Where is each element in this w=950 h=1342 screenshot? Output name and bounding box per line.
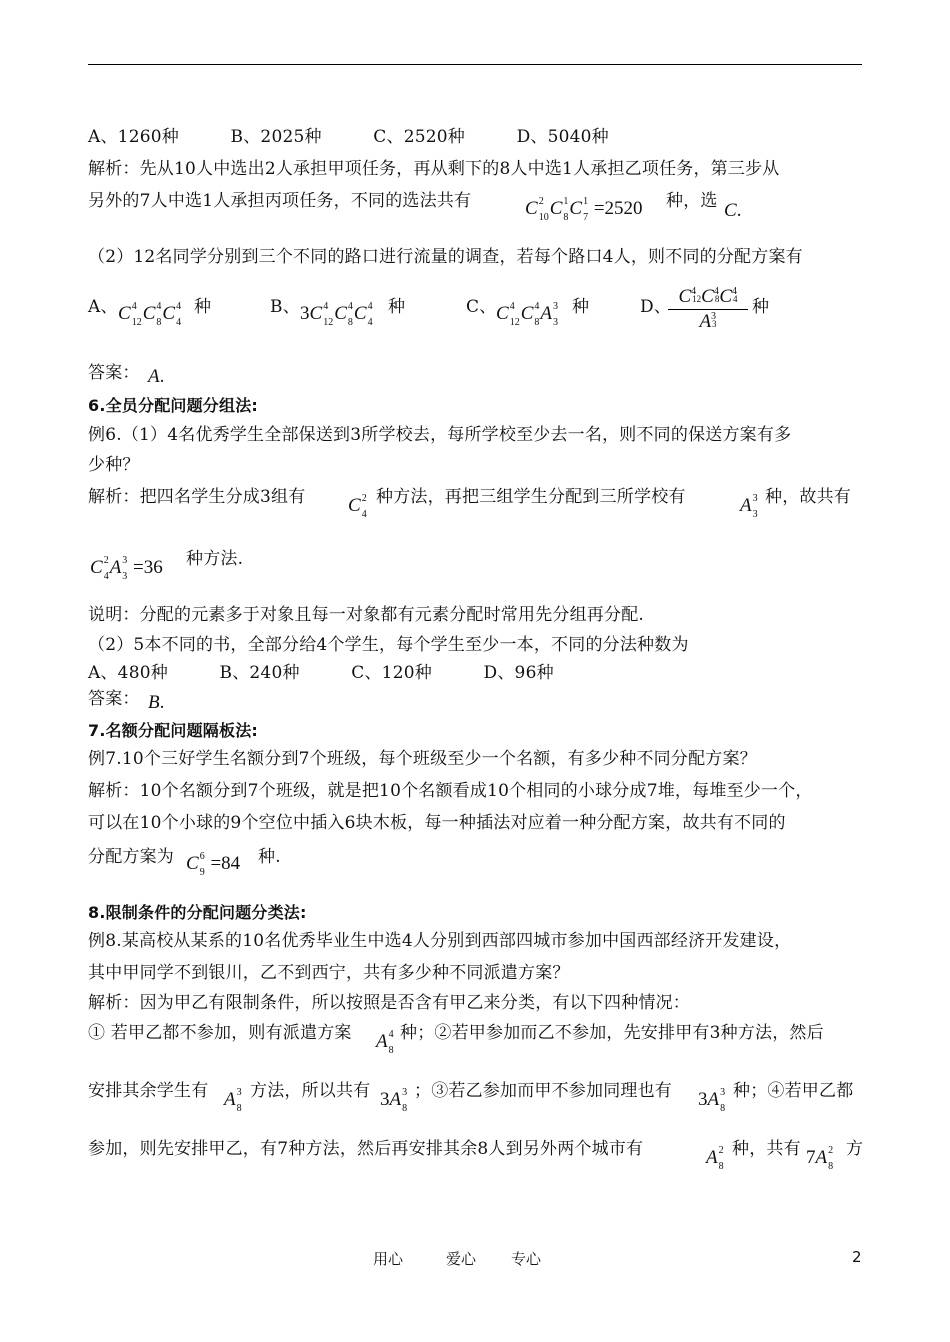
option-c-label: C、: [466, 297, 497, 317]
formula-option-b: $3C^4$ $_{12}C^4$ $_8C^4$ $_4$: [300, 301, 373, 329]
analysis-6-method: 种方法.: [186, 549, 244, 569]
answer-a: A: [148, 366, 160, 387]
formula-3a8-3: $3A^3$ $_8$: [380, 1087, 408, 1115]
example-6-line-2: 少种？: [88, 455, 140, 475]
options-line-2: A、480种 B、240种 C、120种 D、96种: [88, 663, 554, 683]
case-2-text-a: 安排其余学生有: [88, 1081, 209, 1101]
option-a-unit: 种: [194, 297, 212, 317]
case-2-text-b: 方法，所以共有: [250, 1081, 371, 1101]
formula-a8-4: $A^4$ $_8$: [376, 1029, 394, 1057]
formula-c4-2-a3-3: $C^2$ $_4A^3$ $_3$ =36: [90, 555, 163, 583]
case-1-text-b: 种；②若甲参加而乙不参加，先安排甲有3种方法，然后: [400, 1023, 824, 1043]
fraction-denominator: $A^33$: [699, 311, 717, 332]
header-rule: [88, 64, 862, 65]
formula-a8-3: $A^3$ $_8$: [224, 1087, 242, 1115]
formula-a3-3: $A^3$ $_3$: [740, 493, 758, 521]
analysis-8-line-1: 解析：因为甲乙有限制条件，所以按照是否含有甲乙来分类，有以下四种情况：: [88, 993, 690, 1013]
analysis-7-line-1: 解析：10个名额分到7个班级，就是把10个名额看成10个相同的小球分成7堆，每堆至少一个，: [88, 781, 813, 801]
fraction-numerator: $C^412C^48C^44$: [678, 286, 738, 307]
formula-c4-2: $C^2$ $_4$: [348, 493, 367, 521]
formula-option-c: $C^4$ $_{12}C^4$ $_8A^3$ $_3$: [496, 301, 558, 329]
answer-letter: B.: [148, 692, 165, 713]
answer-c: C: [724, 200, 737, 221]
option-a-label: A、: [88, 297, 118, 317]
case-4-text-c: 方: [846, 1139, 864, 1159]
analysis-7-line-3: 分配方案为: [88, 847, 174, 867]
fraction-bar: [668, 309, 748, 310]
page-number: 2: [852, 1248, 862, 1266]
analysis-6-text-a: 解析：把四名学生分成3组有: [88, 487, 306, 507]
analysis-7-unit: 种.: [258, 847, 281, 867]
formula-3a8-3-b: $3A^3$ $_8$: [698, 1087, 726, 1115]
footer-text-c: 专心: [511, 1250, 542, 1268]
analysis-line-1: 解析：先从10人中选出2人承担甲项任务，再从剩下的8人中选1人承担乙项任务，第三步从: [88, 159, 780, 179]
text: 另外的7人中选1人承担丙项任务，不同的选法共有: [88, 191, 472, 211]
footer-text-a: 用心: [373, 1250, 404, 1268]
analysis-6-text-c: 种，故共有: [765, 487, 851, 507]
example-7-line: 例7.10个三好学生名额分到7个班级，每个班级至少一个名额，有多少种不同分配方案？: [88, 749, 757, 769]
formula-a8-2: $A^2$ $_8$: [706, 1145, 724, 1173]
answer-b: B: [148, 692, 160, 713]
analysis-7-line-2: 可以在10个小球的9个空位中插入6块木板，每一种插法对应着一种分配方案，故共有不同的: [88, 813, 786, 833]
case-1-text-a: ① 若甲乙都不参加，则有派遣方案: [88, 1023, 352, 1043]
answer-letter: C.: [724, 200, 742, 221]
analysis-line-2: [88, 190, 471, 212]
analysis-6-text-b: 种方法，再把三组学生分配到三所学校有: [376, 487, 686, 507]
example-8-line-2: 其中甲同学不到银川，乙不到西宁，共有多少种不同派遣方案？: [88, 963, 570, 983]
text-choose: 种，选: [666, 191, 718, 211]
section-heading-8: 8.限制条件的分配问题分类法:: [88, 903, 307, 922]
example-6-line-1: 例6.（1）4名优秀学生全部保送到3所学校去，每所学校至少去一名，则不同的保送方案有多: [88, 425, 792, 445]
question-6-2: （2）5本不同的书，全部分给4个学生，每个学生至少一本，不同的分法种数为: [88, 635, 689, 655]
formula-c10c8c7: $C^2$ $_{10}C^1$ $_8C^1$ $_7$ =2520: [525, 196, 643, 224]
case-4-line-2: 参加，则先安排甲乙，有7种方法，然后再安排其余8人到另外两个城市有: [88, 1139, 644, 1159]
option-b-unit: 种: [388, 297, 406, 317]
case-4-text: 种；④若甲乙都: [733, 1081, 854, 1101]
option-b-label: B、: [270, 297, 300, 317]
option-d-unit: 种: [752, 297, 770, 317]
answer-label: 答案：: [88, 363, 140, 383]
formula-option-d: [668, 286, 748, 333]
formula-option-a: $C^4$ $_{12}C^4$ $_8C^4$ $_4$: [118, 301, 182, 329]
option-c-unit: 种: [572, 297, 590, 317]
section-heading-7: 7.名额分配问题隔板法:: [88, 721, 259, 740]
footer-text-b: 爱心: [446, 1250, 477, 1268]
answer-label-2: 答案：: [88, 689, 140, 709]
options-line-1: A、1260种 B、2025种 C、2520种 D、5040种: [88, 127, 609, 147]
case-3-text: ；③若乙参加而甲不参加同理也有: [414, 1081, 672, 1101]
option-d-label: D、: [640, 297, 672, 317]
formula-7a8-2: $7A^2$ $_8$: [806, 1145, 834, 1173]
answer-letter: A.: [148, 366, 165, 387]
example-8-line-1: 例8.某高校从某系的10名优秀毕业生中选4人分别到西部四城市参加中国西部经济开发建设，: [88, 931, 792, 951]
formula-c9-6: $C^6$ $_9$ =84: [186, 851, 241, 879]
note-line: 说明：分配的元素多于对象且每一对象都有元素分配时常用先分组再分配.: [88, 605, 645, 625]
question-2: （2）12名同学分别到三个不同的路口进行流量的调查，若每个路口4人，则不同的分配方案有: [88, 247, 803, 267]
section-heading-6: 6.全员分配问题分组法:: [88, 396, 259, 415]
case-4-text-b: 种，共有: [732, 1139, 801, 1159]
